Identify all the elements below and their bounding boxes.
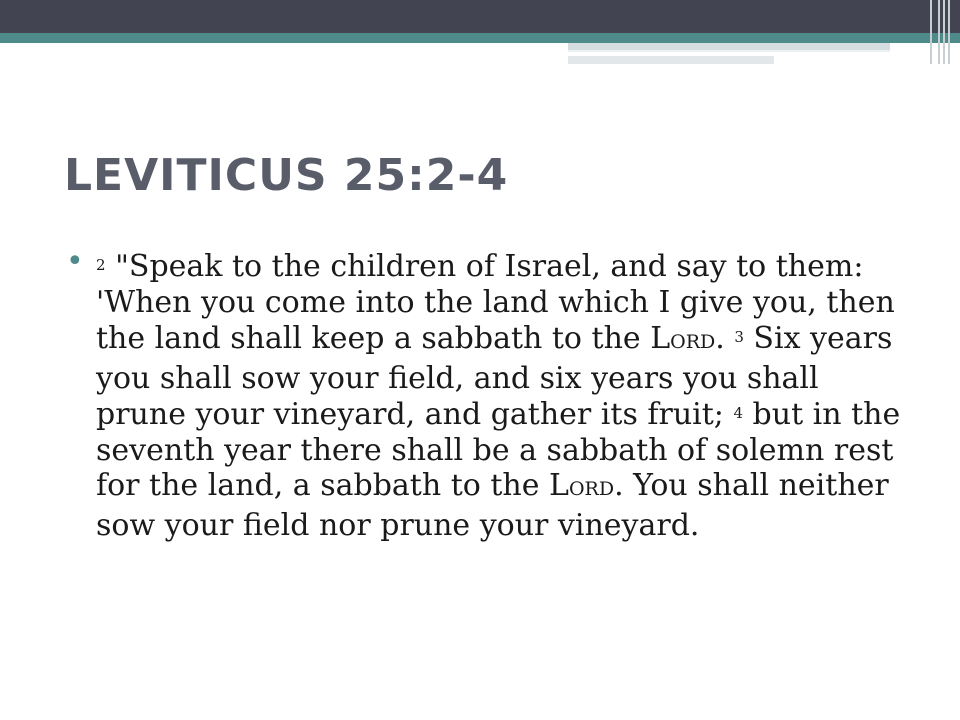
top-decorative-bar: [0, 0, 960, 33]
vertical-line: [948, 0, 950, 64]
decorative-accent-stripe: [568, 43, 890, 50]
teal-decorative-band: [0, 33, 960, 43]
bullet-icon: •: [66, 244, 84, 279]
verse-text: but in the seventh year there shall be a sabbath of solemn rest for the land, a sabbath to the: [96, 397, 901, 503]
verse-text: . You shall neither sow your field nor prune your vineyard.: [96, 468, 889, 543]
slide-title: LEVITICUS 25:2-4: [64, 150, 509, 201]
decorative-vertical-lines: [924, 0, 960, 64]
vertical-line: [938, 0, 940, 64]
vertical-line: [943, 0, 945, 64]
scripture-paragraph: [96, 248, 906, 543]
small-caps-lord-rest: ORD: [568, 478, 615, 500]
vertical-line: [930, 0, 932, 64]
verse-text: "Speak to the children of Israel, and say to them: 'When you come into the land which I give you, then the land shall keep a sabbath to the: [96, 249, 895, 356]
small-caps-lord-rest: ORD: [670, 331, 716, 353]
verse-text: Six years you shall sow your field, and six years you shall prune your vineyard, and gather its fruit;: [96, 321, 893, 432]
verse-number: 4: [733, 404, 743, 422]
verse-number: 3: [734, 328, 744, 346]
small-caps-lord-initial: L: [549, 468, 569, 503]
decorative-accent-stripe-thin: [568, 50, 890, 52]
verse-text: .: [715, 321, 735, 356]
verse-number: 2: [96, 256, 106, 274]
decorative-accent-stripe-short: [568, 56, 774, 64]
small-caps-lord-initial: L: [650, 321, 671, 356]
slide-body: [66, 244, 906, 543]
